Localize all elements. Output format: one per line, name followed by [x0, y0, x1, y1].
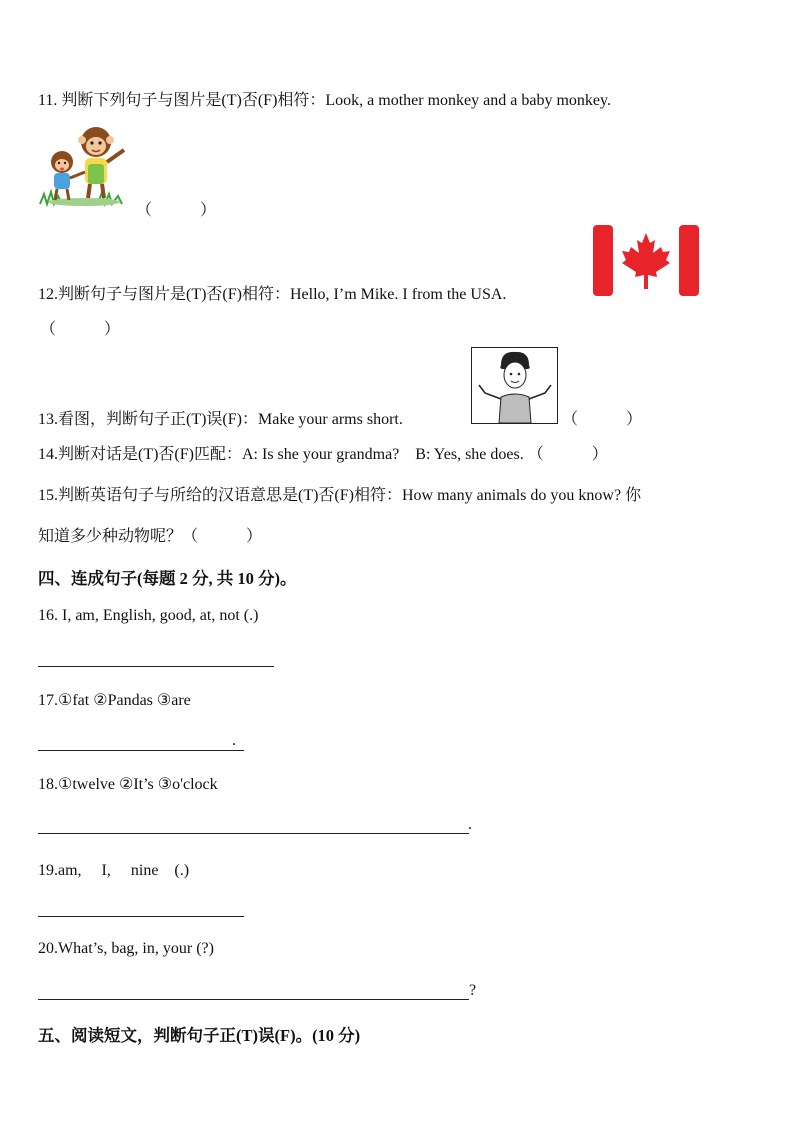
question-15-line2: [38, 523, 262, 546]
section-5-title: 五、阅读短文，判断句子正(T)误(F)。(10 分): [38, 1026, 361, 1045]
question-12-answer[interactable]: [40, 316, 120, 339]
answer-paren: （ ）: [562, 411, 643, 428]
answer-line-16[interactable]: [38, 666, 274, 667]
question-15-line1: [38, 482, 641, 505]
answer-18-end: .: [468, 816, 472, 833]
answer-line-18[interactable]: [38, 833, 469, 834]
question-11-text: 11. 判断下列句子与图片是(T)否(F)相符：Look, a mother monkey and a baby monkey.: [38, 92, 611, 109]
boy-shrugging-image: [471, 347, 558, 424]
answer-paren: （ ）: [40, 321, 121, 338]
answer-20-end: ?: [469, 982, 477, 999]
answer-line-17[interactable]: [38, 750, 244, 751]
question-14-answer[interactable]: （ ）: [527, 446, 608, 463]
question-11: [38, 87, 611, 110]
question-20: 20.What’s, bag, in, your (?): [38, 940, 214, 957]
monkey-mother-baby-image: [38, 122, 130, 208]
question-13: [38, 406, 403, 429]
question-17: 17.①fat ②Pandas ③are: [38, 692, 191, 709]
answer-paren: （ ）: [136, 202, 217, 219]
question-12-text: 12.判断句子与图片是(T)否(F)相符：Hello, I’m Mike. I from the USA.: [38, 286, 507, 303]
canada-flag-image: [593, 225, 699, 296]
question-13-text: 13.看图，判断句子正(T)误(F)：Make your arms short.: [38, 411, 403, 428]
question-19: 19.am, I, nine (.): [38, 862, 190, 879]
question-18: 18.①twelve ②It’s ③o'clock: [38, 776, 218, 793]
question-16: 16. I, am, English, good, at, not (.): [38, 607, 259, 624]
question-15-text: 15.判断英语句子与所给的汉语意思是(T)否(F)相符：How many animals do you know? 你: [38, 487, 642, 504]
question-14-text: 14.判断对话是(T)否(F)匹配：A: Is she your grandma? B: Yes, she does.: [38, 446, 524, 463]
question-11-answer[interactable]: [136, 197, 216, 220]
answer-17-end: .: [232, 732, 236, 749]
answer-line-20[interactable]: [38, 999, 469, 1000]
question-13-answer[interactable]: [562, 406, 642, 429]
question-12: [38, 281, 506, 304]
question-14: [38, 441, 608, 464]
question-15-text-cont: 知道多少种动物呢？（ ）: [38, 528, 263, 545]
section-4-title: 四、连成句子(每题 2 分, 共 10 分)。: [38, 569, 297, 588]
answer-line-19[interactable]: [38, 916, 244, 917]
